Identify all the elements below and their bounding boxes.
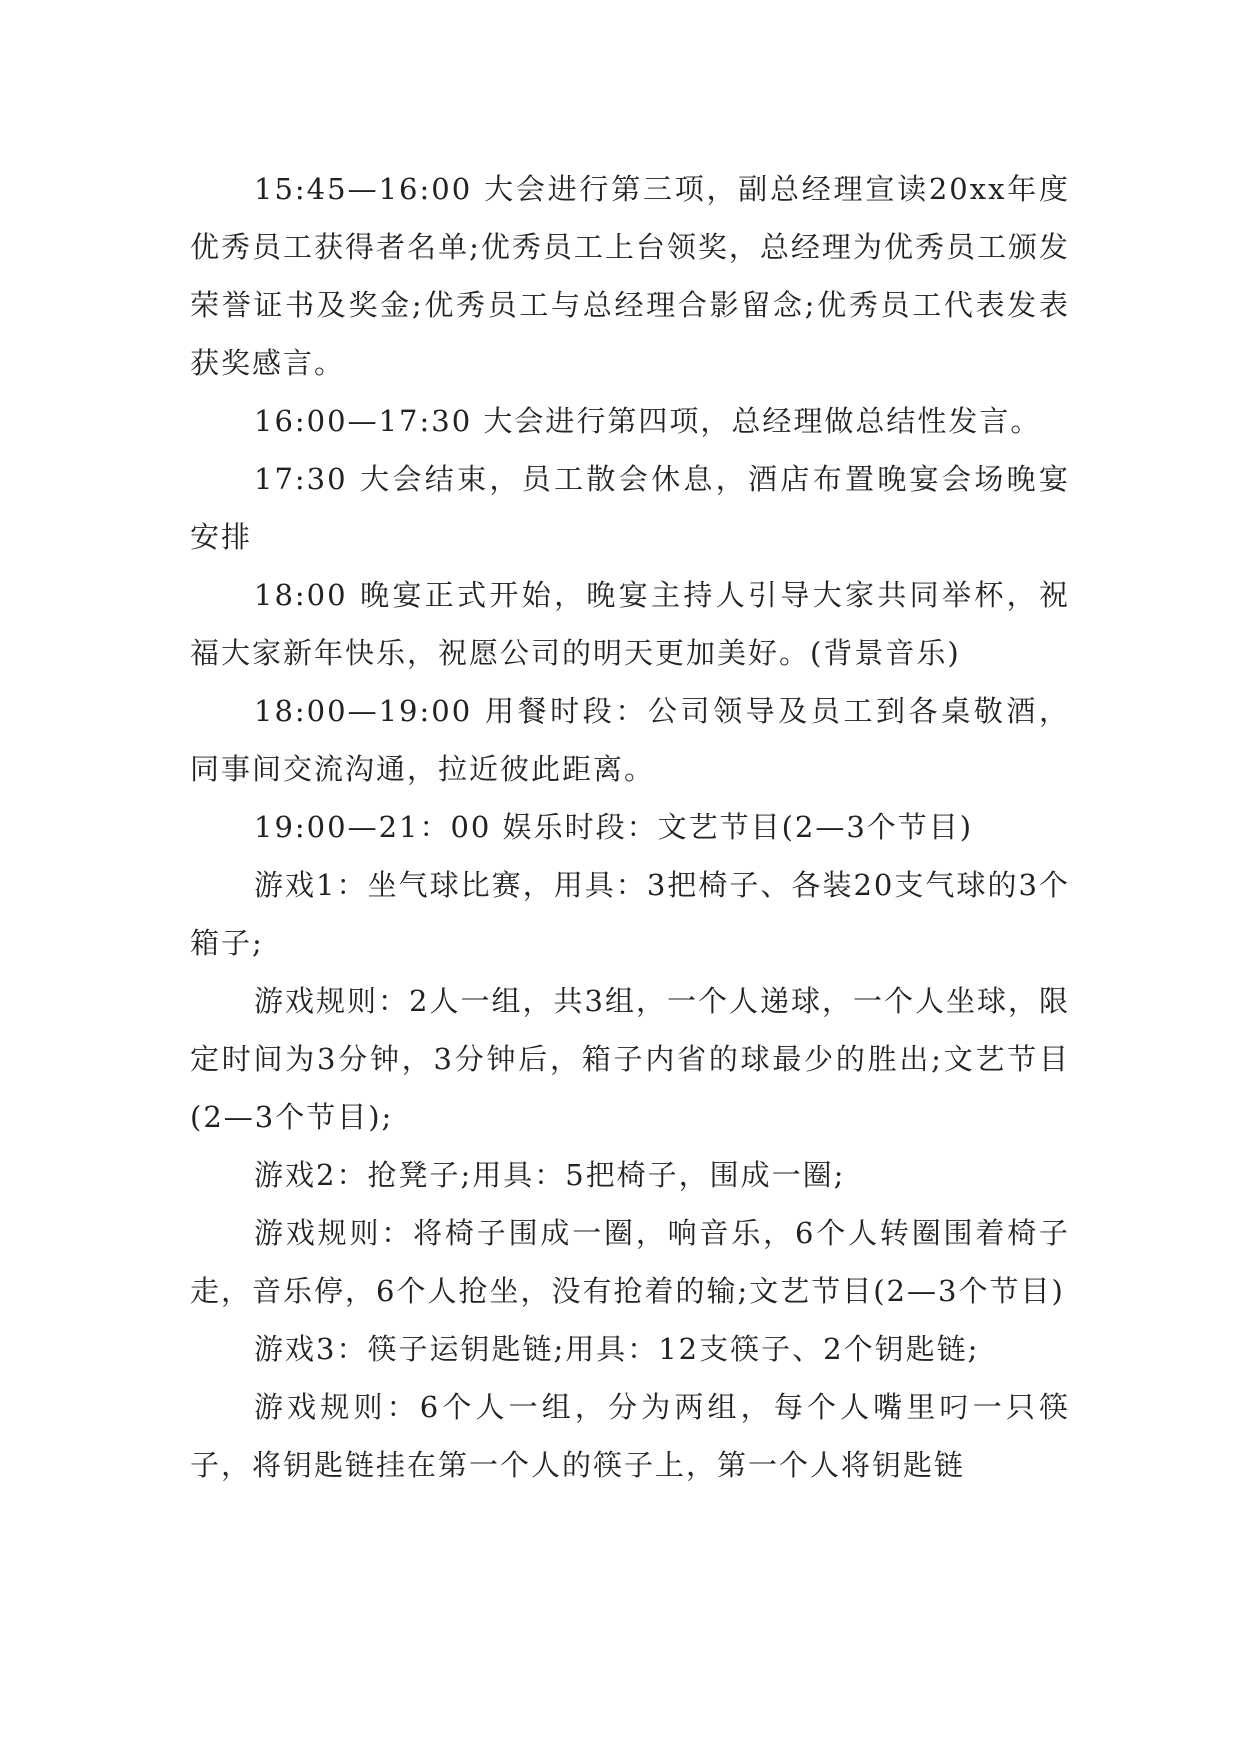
paragraph-game-2-rules: 游戏规则：将椅子围成一圈，响音乐，6个人转圈围着椅子走，音乐停，6个人抢坐，没有抢着的输;文艺节目(2—3个节目)	[190, 1216, 1070, 1308]
paragraph-awards: 15:45—16:00 大会进行第三项，副总经理宣读20xx年度优秀员工获得者名单;优秀员工上台领奖，总经理为优秀员工颁发荣誉证书及奖金;优秀员工与总经理合影留念;优秀员工代表发表获奖感言。	[190, 172, 1070, 380]
paragraph-dining: 18:00—19:00 用餐时段：公司领导及员工到各桌敬酒，同事间交流沟通，拉近彼此距离。	[190, 694, 1070, 786]
document-body	[190, 160, 1070, 1494]
paragraph-game-1: 游戏1：坐气球比赛，用具：3把椅子、各装20支气球的3个箱子;	[190, 868, 1070, 960]
paragraph-entertainment: 19:00—21：00 娱乐时段：文艺节目(2—3个节目)	[254, 810, 974, 844]
paragraph-banquet-start: 18:00 晚宴正式开始，晚宴主持人引导大家共同举杯，祝福大家新年快乐，祝愿公司的明天更加美好。(背景音乐)	[190, 578, 1070, 670]
paragraph-game-3: 游戏3：筷子运钥匙链;用具：12支筷子、2个钥匙链;	[254, 1332, 980, 1366]
paragraph-game-1-rules: 游戏规则：2人一组，共3组，一个人递球，一个人坐球，限定时间为3分钟，3分钟后，箱子内省的球最少的胜出;文艺节目(2—3个节目);	[190, 984, 1070, 1134]
paragraph-summary-speech: 16:00—17:30 大会进行第四项，总经理做总结性发言。	[254, 404, 1042, 438]
paragraph-game-2: 游戏2：抢凳子;用具：5把椅子，围成一圈;	[254, 1158, 846, 1192]
paragraph-game-3-rules: 游戏规则：6个人一组，分为两组，每个人嘴里叼一只筷子，将钥匙链挂在第一个人的筷子上，第一个人将钥匙链	[190, 1390, 1070, 1482]
paragraph-meeting-end: 17:30 大会结束，员工散会休息，酒店布置晚宴会场晚宴安排	[190, 462, 1070, 554]
